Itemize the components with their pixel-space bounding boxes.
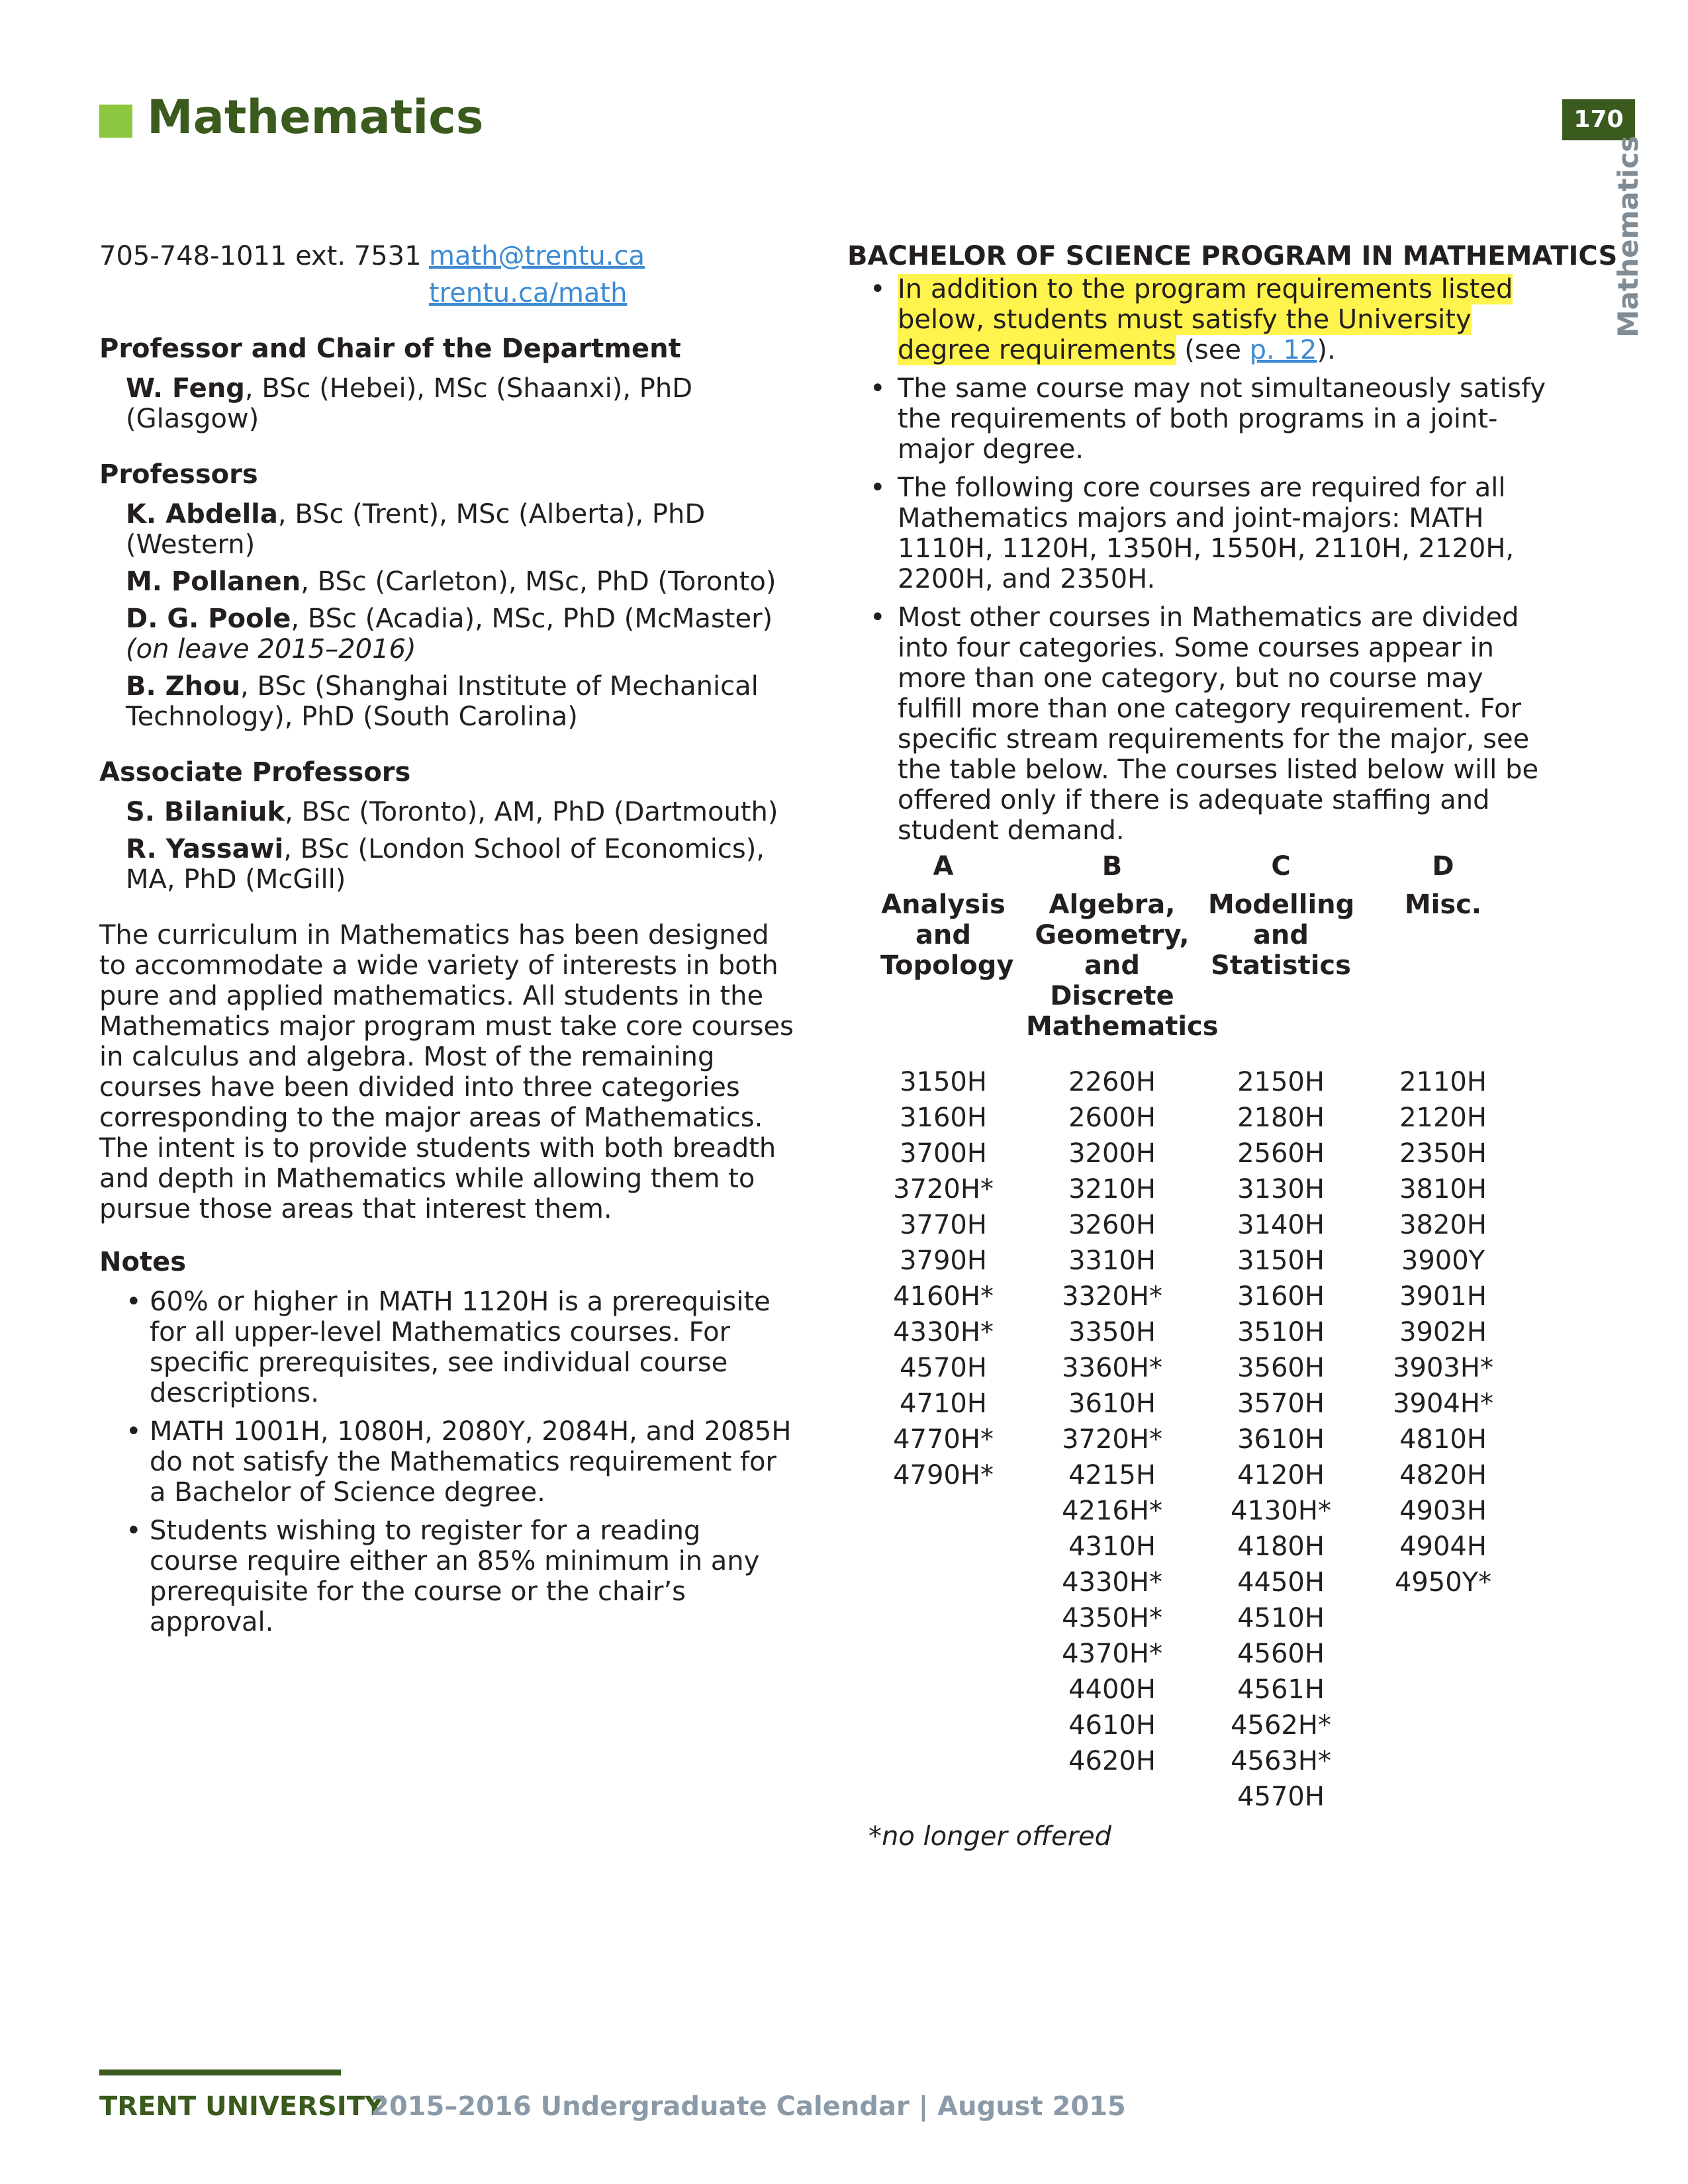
course-code-cell: 4370H* bbox=[1062, 1639, 1162, 1669]
course-code-cell: 4330H* bbox=[1062, 1567, 1162, 1598]
course-code-cell: 3260H bbox=[1068, 1210, 1156, 1240]
course-code-cell: 3200H bbox=[1068, 1138, 1156, 1169]
course-code-cell: 4570H bbox=[900, 1353, 987, 1383]
table-row bbox=[861, 1281, 1523, 1317]
empty-cell bbox=[861, 1746, 1026, 1782]
course-code-cell: 3720H* bbox=[1062, 1424, 1162, 1455]
course-code-cell: 3160H bbox=[1237, 1281, 1325, 1312]
course-code-cell: 3903H* bbox=[1393, 1353, 1493, 1383]
faculty-member bbox=[126, 671, 794, 732]
course-code-cell: 3610H bbox=[1237, 1424, 1325, 1455]
curriculum-paragraph: The curriculum in Mathematics has been designed to accommodate a wide variety of interests in both pure and applied mathematics. All students in the Mathematics major program must take core courses in calculus and algebra. Most of the remaining courses have been divided into three categories corresponding to the major areas of Mathematics. The intent is to provide students with both breadth and depth in Mathematics while allowing them to pursue those areas that interest them. bbox=[99, 920, 794, 1224]
table-row bbox=[861, 1246, 1523, 1281]
course-code-cell: 4610H bbox=[1068, 1710, 1156, 1741]
table-row bbox=[861, 1710, 1523, 1746]
course-code-cell: 2150H bbox=[1237, 1067, 1325, 1097]
faculty-member bbox=[126, 499, 794, 560]
table-row bbox=[861, 1531, 1523, 1567]
course-code-cell: 2120H bbox=[1399, 1103, 1487, 1133]
course-code-cell: 4160H* bbox=[893, 1281, 994, 1312]
course-code-cell: 4130H* bbox=[1231, 1496, 1331, 1526]
course-code-cell: 4790H* bbox=[893, 1460, 994, 1490]
course-category-table bbox=[861, 851, 1523, 1817]
course-code-cell: 3790H bbox=[900, 1246, 987, 1276]
faculty-name: D. G. Poole bbox=[126, 604, 291, 634]
course-code-cell: 4620H bbox=[1068, 1746, 1156, 1776]
column-name bbox=[1364, 889, 1523, 1067]
course-code-cell: 4710H bbox=[900, 1388, 987, 1419]
empty-cell bbox=[1364, 1782, 1523, 1817]
page-title: Mathematics bbox=[147, 90, 484, 144]
course-code-cell: 4810H bbox=[1399, 1424, 1487, 1455]
empty-cell bbox=[861, 1603, 1026, 1639]
program-heading: BACHELOR OF SCIENCE PROGRAM IN MATHEMATICS bbox=[847, 241, 1618, 271]
table-row bbox=[861, 1496, 1523, 1531]
empty-cell bbox=[1364, 1746, 1523, 1782]
table-row bbox=[861, 1782, 1523, 1817]
requirement-item bbox=[847, 274, 1549, 365]
course-code-cell: 3700H bbox=[900, 1138, 987, 1169]
course-code-cell: 2110H bbox=[1399, 1067, 1487, 1097]
table-row bbox=[861, 1138, 1523, 1174]
course-code-cell: 4120H bbox=[1237, 1460, 1325, 1490]
course-code-cell: 4561H bbox=[1237, 1674, 1325, 1705]
faculty-name: B. Zhou bbox=[126, 671, 241, 702]
course-code-cell: 2260H bbox=[1068, 1067, 1156, 1097]
page-number-badge: 170 bbox=[1562, 99, 1635, 140]
course-code-cell: 3160H bbox=[900, 1103, 987, 1133]
course-code-cell: 3150H bbox=[1237, 1246, 1325, 1276]
course-code-cell: 4450H bbox=[1237, 1567, 1325, 1598]
course-code-cell: 2350H bbox=[1399, 1138, 1487, 1169]
course-code-cell: 4563H* bbox=[1231, 1746, 1331, 1776]
empty-cell bbox=[861, 1496, 1026, 1531]
course-code-cell: 3902H bbox=[1399, 1317, 1487, 1347]
associate-professors-heading: Associate Professors bbox=[99, 757, 411, 788]
course-code-cell: 3770H bbox=[900, 1210, 987, 1240]
table-row bbox=[861, 1746, 1523, 1782]
faculty-credentials: , BSc (Acadia), MSc, PhD (McMaster) bbox=[291, 604, 773, 634]
faculty-member bbox=[126, 797, 794, 827]
course-table-body bbox=[861, 1067, 1523, 1817]
column-letter: C bbox=[1271, 851, 1291, 882]
column-name-text: Analysis and Topology bbox=[880, 889, 1014, 981]
table-footnote: *no longer offered bbox=[868, 1821, 1112, 1852]
course-code-cell: 3360H* bbox=[1062, 1353, 1162, 1383]
course-code-cell: 4570H bbox=[1237, 1782, 1325, 1812]
course-code-cell: 3820H bbox=[1399, 1210, 1487, 1240]
course-code-cell: 4560H bbox=[1237, 1639, 1325, 1669]
course-code-cell: 3570H bbox=[1237, 1388, 1325, 1419]
faculty-member bbox=[126, 834, 794, 895]
requirement-text: (see bbox=[1176, 335, 1250, 365]
course-code-cell: 3350H bbox=[1068, 1317, 1156, 1347]
note-item: • MATH 1001H, 1080H, 2080Y, 2084H, and 2085H do not satisfy the Mathematics requirement for a Bachelor of Science degree. bbox=[99, 1416, 794, 1508]
side-section-label: Mathematics bbox=[1612, 135, 1644, 338]
empty-cell bbox=[1364, 1674, 1523, 1710]
course-code-cell: 3560H bbox=[1237, 1353, 1325, 1383]
course-code-cell: 4820H bbox=[1399, 1460, 1487, 1490]
table-header-names bbox=[861, 889, 1523, 1067]
empty-cell bbox=[861, 1567, 1026, 1603]
requirement-text: ). bbox=[1317, 335, 1336, 365]
empty-cell bbox=[1364, 1639, 1523, 1674]
course-code-cell: 4215H bbox=[1068, 1460, 1156, 1490]
course-code-cell: 4310H bbox=[1068, 1531, 1156, 1562]
course-code-cell: 3904H* bbox=[1393, 1388, 1493, 1419]
footer-rule bbox=[99, 2070, 341, 2075]
table-row bbox=[861, 1388, 1523, 1424]
table-header-letters bbox=[861, 851, 1523, 889]
column-name-text: Algebra, Geometry, and Discrete Mathematics bbox=[1026, 889, 1219, 1042]
faculty-leave-note: (on leave 2015–2016) bbox=[126, 634, 416, 664]
requirement-item: • Most other courses in Mathematics are divided into four categories. Some courses appear in more than one category, but no course may fulfill more than one category requirement. For specific stream requirements for the major, see the table below. The courses listed below will be offered only if there is adequate staffing and student demand. bbox=[847, 602, 1549, 846]
notes-list bbox=[99, 1287, 794, 1637]
empty-cell bbox=[1364, 1603, 1523, 1639]
empty-cell bbox=[861, 1639, 1026, 1674]
empty-cell bbox=[861, 1710, 1026, 1746]
course-code-cell: 4400H bbox=[1068, 1674, 1156, 1705]
faculty-credentials: , BSc (Hebei), MSc (Shaanxi), PhD (Glasgow) bbox=[126, 373, 693, 434]
note-item: • Students wishing to register for a reading course require either an 85% minimum in any prerequisite for the course or the chair’s approval. bbox=[99, 1516, 794, 1637]
column-name-text: Modelling and Statistics bbox=[1208, 889, 1355, 981]
empty-cell bbox=[861, 1782, 1026, 1817]
table-row bbox=[861, 1567, 1523, 1603]
column-letter: D bbox=[1432, 851, 1454, 882]
program-requirements-list bbox=[847, 274, 1549, 846]
table-row bbox=[861, 1210, 1523, 1246]
course-code-cell: 4903H bbox=[1399, 1496, 1487, 1526]
course-code-cell: 3210H bbox=[1068, 1174, 1156, 1205]
course-code-cell: 2560H bbox=[1237, 1138, 1325, 1169]
course-code-cell: 3130H bbox=[1237, 1174, 1325, 1205]
course-code-cell: 4562H* bbox=[1231, 1710, 1331, 1741]
course-code-cell: 4770H* bbox=[893, 1424, 994, 1455]
course-code-cell: 4180H bbox=[1237, 1531, 1325, 1562]
course-code-cell: 3140H bbox=[1237, 1210, 1325, 1240]
empty-cell bbox=[861, 1531, 1026, 1567]
column-name bbox=[1198, 889, 1364, 1067]
associate-professors-group bbox=[99, 757, 794, 895]
table-row bbox=[861, 1460, 1523, 1496]
empty-cell bbox=[861, 1674, 1026, 1710]
course-code-cell: 4350H* bbox=[1062, 1603, 1162, 1633]
column-name bbox=[1026, 889, 1219, 1067]
requirement-item: • The following core courses are required for all Mathematics majors and joint-majors: MATH 1110H, 1120H, 1350H, 1550H, 2110H, 2120H, 2200H, and 2350H. bbox=[847, 473, 1549, 594]
faculty-member bbox=[126, 567, 794, 597]
faculty-name: K. Abdella bbox=[126, 499, 278, 529]
note-item: • 60% or higher in MATH 1120H is a prerequisite for all upper-level Mathematics courses. For specific prerequisites, see individual course descriptions. bbox=[99, 1287, 794, 1408]
course-code-cell: 4510H bbox=[1237, 1603, 1325, 1633]
faculty-name: S. Bilaniuk bbox=[126, 797, 285, 827]
course-code-cell: 3610H bbox=[1068, 1388, 1156, 1419]
faculty-column bbox=[99, 334, 794, 1645]
faculty-name: M. Pollanen bbox=[126, 567, 301, 597]
course-code-cell: 3900Y bbox=[1401, 1246, 1485, 1276]
course-code-cell: 4950Y* bbox=[1394, 1567, 1492, 1598]
faculty-name: R. Yassawi bbox=[126, 834, 284, 864]
table-row bbox=[861, 1067, 1523, 1103]
table-row bbox=[861, 1639, 1523, 1674]
course-code-cell: 2180H bbox=[1237, 1103, 1325, 1133]
table-row bbox=[861, 1603, 1523, 1639]
website-link[interactable]: trentu.ca/math bbox=[429, 278, 628, 308]
column-name-text: Misc. bbox=[1404, 889, 1482, 920]
faculty-credentials: , BSc (London School of Economics), MA, PhD (McGill) bbox=[126, 834, 765, 895]
course-code-cell: 3810H bbox=[1399, 1174, 1487, 1205]
table-row bbox=[861, 1353, 1523, 1388]
course-code-cell: 3510H bbox=[1237, 1317, 1325, 1347]
faculty-member bbox=[126, 604, 794, 664]
email-link[interactable]: math@trentu.ca bbox=[429, 241, 645, 271]
faculty-credentials: , BSc (Trent), MSc (Alberta), PhD (Western) bbox=[126, 499, 706, 560]
column-name bbox=[861, 889, 1026, 1067]
faculty-name: W. Feng bbox=[126, 373, 245, 404]
page-reference-link[interactable]: p. 12 bbox=[1249, 335, 1317, 365]
requirement-item: • The same course may not simultaneously satisfy the requirements of both programs in a joint-major degree. bbox=[847, 373, 1549, 465]
table-row bbox=[861, 1674, 1523, 1710]
faculty-credentials: , BSc (Shanghai Institute of Mechanical Technology), PhD (South Carolina) bbox=[126, 671, 759, 732]
phone-number: 705-748-1011 ext. 7531 bbox=[99, 241, 422, 271]
column-letter: A bbox=[933, 851, 954, 882]
empty-cell bbox=[1364, 1710, 1523, 1746]
notes-heading: Notes bbox=[99, 1247, 187, 1277]
program-column bbox=[847, 241, 1618, 854]
table-row bbox=[861, 1174, 1523, 1210]
footer-calendar-info: 2015–2016 Undergraduate Calendar | August 2015 bbox=[371, 2091, 1126, 2122]
course-code-cell: 2600H bbox=[1068, 1103, 1156, 1133]
empty-cell bbox=[1026, 1782, 1198, 1817]
table-row bbox=[861, 1103, 1523, 1138]
course-code-cell: 3720H* bbox=[893, 1174, 994, 1205]
table-row bbox=[861, 1424, 1523, 1460]
faculty-credentials: , BSc (Toronto), AM, PhD (Dartmouth) bbox=[285, 797, 778, 827]
highlighted-text: In addition to the program requirements listed below, students must satisfy the University degree requirements bbox=[898, 274, 1513, 365]
course-code-cell: 4330H* bbox=[893, 1317, 994, 1347]
course-code-cell: 4216H* bbox=[1062, 1496, 1162, 1526]
table-row bbox=[861, 1317, 1523, 1353]
course-code-cell: 3320H* bbox=[1062, 1281, 1162, 1312]
footer-university: TRENT UNIVERSITY bbox=[99, 2091, 384, 2122]
chair-group bbox=[99, 334, 794, 434]
professors-group bbox=[99, 459, 794, 732]
chair-heading: Professor and Chair of the Department bbox=[99, 334, 681, 364]
course-code-cell: 3901H bbox=[1399, 1281, 1487, 1312]
faculty-credentials: , BSc (Carleton), MSc, PhD (Toronto) bbox=[301, 567, 776, 597]
course-code-cell: 3150H bbox=[900, 1067, 987, 1097]
course-code-cell: 3310H bbox=[1068, 1246, 1156, 1276]
title-square-icon bbox=[99, 105, 132, 138]
course-code-cell: 4904H bbox=[1399, 1531, 1487, 1562]
column-letter: B bbox=[1102, 851, 1123, 882]
faculty-member bbox=[126, 373, 794, 434]
professors-heading: Professors bbox=[99, 459, 258, 490]
